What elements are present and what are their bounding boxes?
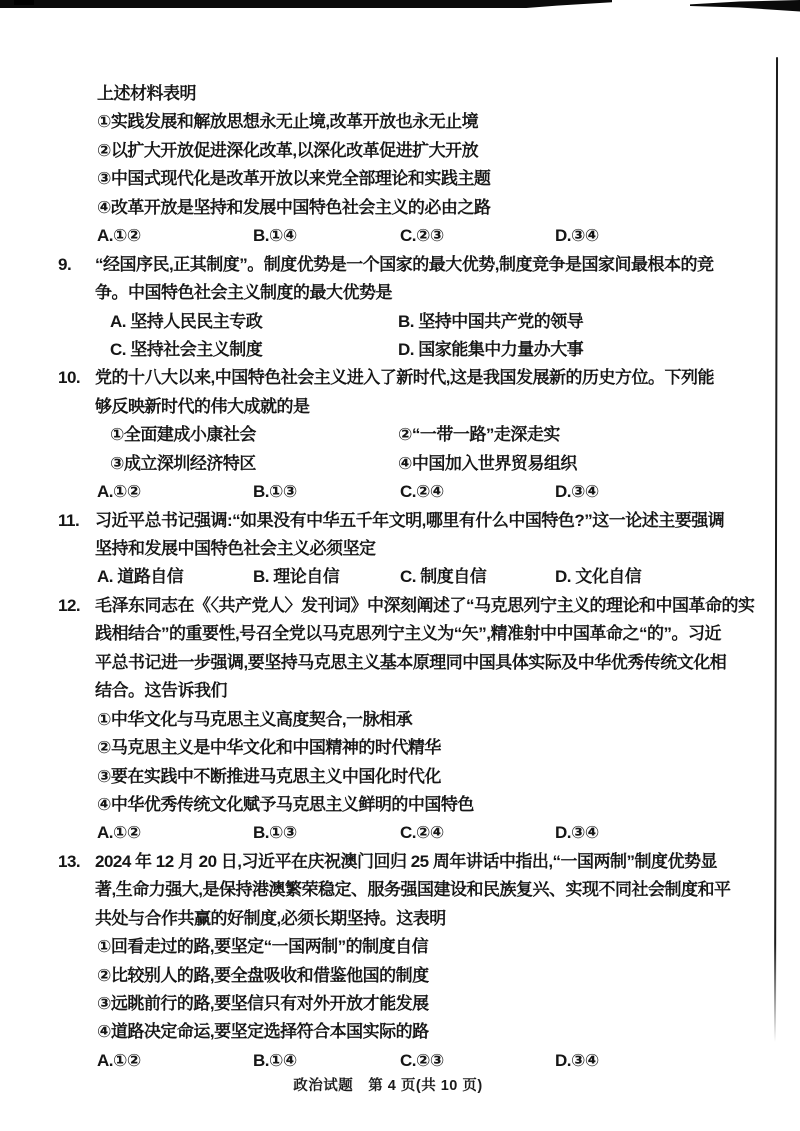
- statement-option-3: ③要在实践中不断推进马克思主义中国化时代化: [97, 766, 441, 786]
- statement-option-2: ②比较别人的路,要全盘吸收和借鉴他国的制度: [97, 965, 429, 985]
- choice-d: D.③④: [555, 823, 599, 843]
- choice-d: D.③④: [555, 1050, 599, 1070]
- question-stem-line: 践相结合”的重要性,号召全党以马克思列宁主义为“矢”,精准射中中国革命之“的”。习近: [95, 624, 721, 644]
- exam-content: [58, 80, 772, 1075]
- question-number: 10.: [58, 368, 81, 388]
- choice-b: B.①③: [253, 482, 297, 502]
- question-stem-line: 党的十八大以来,中国特色社会主义进入了新时代,这是我国发展新的历史方位。下列能: [95, 368, 714, 388]
- question-8-continuation: [58, 80, 772, 251]
- question-stem-line: 习近平总书记强调:“如果没有中华五千年文明,哪里有什么中国特色?”这一论述主要强调: [95, 510, 725, 530]
- choice-a: A.①②: [97, 1050, 141, 1070]
- choices-row: [58, 308, 772, 336]
- choice-d: D.③④: [555, 226, 599, 246]
- question-number: 11.: [58, 510, 80, 530]
- choice-b: B.①④: [253, 226, 297, 246]
- choice-b: B. 理论自信: [253, 567, 340, 587]
- scan-artifact-page-edge-line: [774, 57, 778, 1042]
- choice-a: A.①②: [97, 482, 141, 502]
- question-9: [58, 251, 772, 365]
- statement-option-2: ②“一带一路”走深走实: [398, 425, 560, 445]
- question-stem-line: 毛泽东同志在《〈共产党人〉发刊词》中深刻阐述了“马克思列宁主义的理论和中国革命的实: [95, 595, 755, 615]
- statement-option-3: ③成立深圳经济特区: [110, 453, 256, 473]
- choice-d: D. 国家能集中力量办大事: [398, 339, 584, 359]
- choice-d: D. 文化自信: [555, 567, 642, 587]
- statement-option-4: ④中国加入世界贸易组织: [398, 453, 577, 473]
- statement-option-4: ④改革开放是坚持和发展中国特色社会主义的必由之路: [97, 197, 491, 217]
- statement-option-3: ③中国式现代化是改革开放以来党全部理论和实践主题: [97, 169, 491, 189]
- question-stem-line: 著,生命力强大,是保持港澳繁荣稳定、服务强国建设和民族复兴、实现不同社会制度和平: [95, 880, 731, 900]
- choice-c: C.②④: [400, 482, 444, 502]
- question-10: [58, 364, 772, 506]
- choices-row: [58, 222, 772, 250]
- choice-c: C. 坚持社会主义制度: [110, 339, 263, 359]
- choices-row: [58, 563, 772, 591]
- choices-row: [58, 478, 772, 506]
- question-13: [58, 848, 772, 1076]
- question-11: [58, 507, 772, 592]
- statement-option-2: ②马克思主义是中华文化和中国精神的时代精华: [97, 738, 441, 758]
- question-number: 9.: [58, 254, 72, 274]
- choices-row: [58, 336, 772, 364]
- choice-c: C.②④: [400, 823, 444, 843]
- question-stem-line: 够反映新时代的伟大成就的是: [95, 396, 310, 416]
- question-stem-line: 平总书记进一步强调,要坚持马克思主义基本原理同中国具体实际及中华优秀传统文化相: [95, 652, 727, 672]
- statement-option-1: ①中华文化与马克思主义高度契合,一脉相承: [97, 709, 413, 729]
- choice-c: C.②③: [400, 1050, 444, 1070]
- question-stem-line: 共处与合作共赢的好制度,必须长期坚持。这表明: [95, 908, 446, 928]
- statement-option-4: ④中华优秀传统文化赋予马克思主义鲜明的中国特色: [97, 794, 474, 814]
- choice-a: A.①②: [97, 823, 141, 843]
- statement-option-1: ①回看走过的路,要坚定“一国两制”的制度自信: [97, 937, 429, 957]
- choice-a: A. 坚持人民民主专政: [110, 311, 263, 331]
- question-stem-line: 上述材料表明: [97, 84, 196, 103]
- scan-artifact-top-corner-bar: [690, 0, 800, 13]
- question-stem-line: 结合。这告诉我们: [95, 681, 227, 701]
- choice-b: B. 坚持中国共产党的领导: [398, 311, 584, 331]
- question-stem-line: 争。中国特色社会主义制度的最大优势是: [95, 283, 392, 303]
- choices-row: [58, 1047, 772, 1075]
- statement-option-1: ①实践发展和解放思想永无止境,改革开放也永无止境: [97, 112, 479, 132]
- choice-c: C. 制度自信: [400, 567, 487, 587]
- choice-b: B.①④: [253, 1050, 297, 1070]
- question-12: [58, 592, 772, 848]
- page-footer-text: 政治试题 第 4 页(共 10 页): [293, 1078, 483, 1094]
- statement-options-row: [58, 421, 772, 449]
- page-footer: [0, 1074, 776, 1095]
- question-stem-line: 2024 年 12 月 20 日,习近平在庆祝澳门回归 25 周年讲话中指出,“一国两制”制度优势显: [95, 851, 718, 871]
- scan-artifact-top-blob: [14, 0, 34, 5]
- choice-b: B.①③: [253, 823, 297, 843]
- choice-a: A. 道路自信: [97, 567, 184, 587]
- choice-c: C.②③: [400, 226, 444, 246]
- choice-a: A.①②: [97, 226, 141, 246]
- scan-artifact-top-bar: [0, 0, 612, 8]
- question-number: 13.: [58, 851, 81, 871]
- statement-option-2: ②以扩大开放促进深化改革,以深化改革促进扩大开放: [97, 140, 479, 160]
- choices-row: [58, 819, 772, 847]
- statement-option-1: ①全面建成小康社会: [110, 425, 256, 445]
- statement-option-3: ③远眺前行的路,要坚信只有对外开放才能发展: [97, 994, 429, 1013]
- statement-option-4: ④道路决定命运,要坚定选择符合本国实际的路: [97, 1022, 429, 1042]
- statement-options-row: [58, 450, 772, 478]
- question-number: 12.: [58, 595, 81, 615]
- question-stem-line: “经国序民,正其制度”。制度优势是一个国家的最大优势,制度竞争是国家间最根本的竞: [95, 254, 714, 274]
- question-stem-line: 坚持和发展中国特色社会主义必须坚定: [95, 539, 376, 558]
- choice-d: D.③④: [555, 482, 599, 502]
